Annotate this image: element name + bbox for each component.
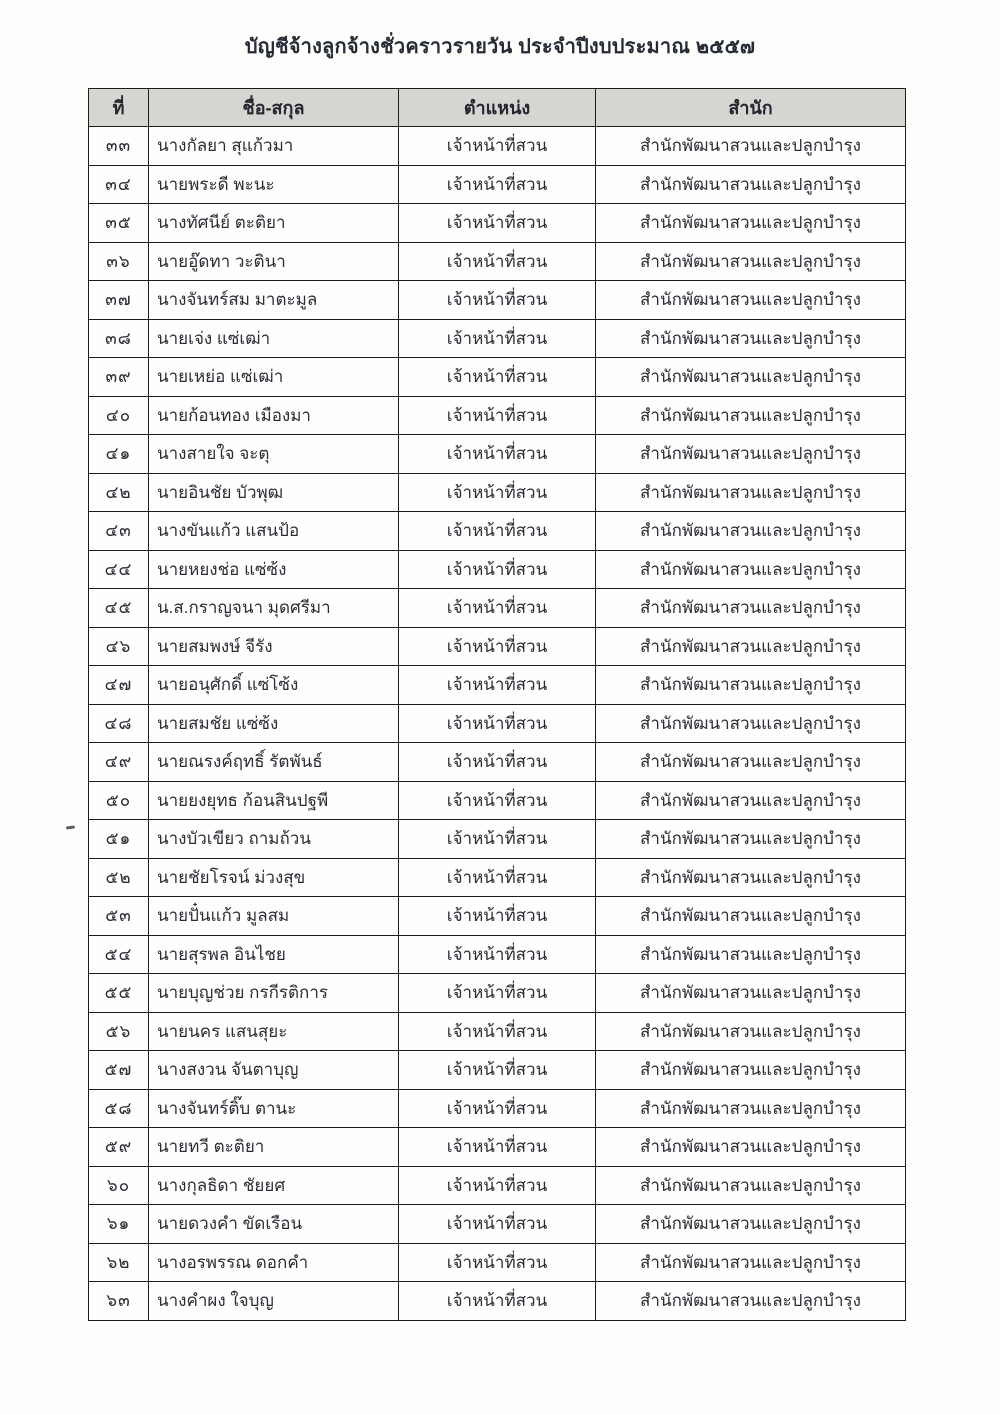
row-number-cell: ๕๑ bbox=[89, 820, 149, 859]
position-cell: เจ้าหน้าที่สวน bbox=[399, 781, 596, 820]
employee-name-cell: นายสุรพล อินไชย bbox=[149, 935, 399, 974]
position-cell: เจ้าหน้าที่สวน bbox=[399, 127, 596, 166]
row-number-cell: ๕๙ bbox=[89, 1128, 149, 1167]
position-cell: เจ้าหน้าที่สวน bbox=[399, 1282, 596, 1321]
position-cell: เจ้าหน้าที่สวน bbox=[399, 704, 596, 743]
office-cell: สำนักพัฒนาสวนและปลูกบำรุง bbox=[596, 127, 906, 166]
table-row bbox=[89, 127, 906, 166]
row-number-cell: ๕๒ bbox=[89, 858, 149, 897]
row-number-cell: ๔๕ bbox=[89, 589, 149, 628]
employee-name-cell: นางจันทร์สม มาตะมูล bbox=[149, 281, 399, 320]
position-cell: เจ้าหน้าที่สวน bbox=[399, 897, 596, 936]
position-cell: เจ้าหน้าที่สวน bbox=[399, 935, 596, 974]
row-number-cell: ๕๗ bbox=[89, 1051, 149, 1090]
position-cell: เจ้าหน้าที่สวน bbox=[399, 550, 596, 589]
table-row bbox=[89, 1205, 906, 1244]
office-cell: สำนักพัฒนาสวนและปลูกบำรุง bbox=[596, 704, 906, 743]
office-cell: สำนักพัฒนาสวนและปลูกบำรุง bbox=[596, 281, 906, 320]
office-cell: สำนักพัฒนาสวนและปลูกบำรุง bbox=[596, 858, 906, 897]
table-row bbox=[89, 319, 906, 358]
employee-name-cell: นางคำผง ใจบุญ bbox=[149, 1282, 399, 1321]
table-row bbox=[89, 666, 906, 705]
row-number-cell: ๓๙ bbox=[89, 358, 149, 397]
office-cell: สำนักพัฒนาสวนและปลูกบำรุง bbox=[596, 435, 906, 474]
office-cell: สำนักพัฒนาสวนและปลูกบำรุง bbox=[596, 550, 906, 589]
office-cell: สำนักพัฒนาสวนและปลูกบำรุง bbox=[596, 242, 906, 281]
table-row bbox=[89, 281, 906, 320]
office-cell: สำนักพัฒนาสวนและปลูกบำรุง bbox=[596, 1243, 906, 1282]
table-row bbox=[89, 242, 906, 281]
office-cell: สำนักพัฒนาสวนและปลูกบำรุง bbox=[596, 1166, 906, 1205]
office-cell: สำนักพัฒนาสวนและปลูกบำรุง bbox=[596, 473, 906, 512]
row-number-cell: ๓๕ bbox=[89, 204, 149, 243]
position-cell: เจ้าหน้าที่สวน bbox=[399, 1243, 596, 1282]
office-cell: สำนักพัฒนาสวนและปลูกบำรุง bbox=[596, 1128, 906, 1167]
employee-name-cell: นายหยงช่อ แซ่ซ้ง bbox=[149, 550, 399, 589]
row-number-cell: ๔๔ bbox=[89, 550, 149, 589]
row-number-cell: ๕๔ bbox=[89, 935, 149, 974]
office-cell: สำนักพัฒนาสวนและปลูกบำรุง bbox=[596, 165, 906, 204]
position-cell: เจ้าหน้าที่สวน bbox=[399, 242, 596, 281]
row-number-cell: ๓๔ bbox=[89, 165, 149, 204]
position-cell: เจ้าหน้าที่สวน bbox=[399, 165, 596, 204]
employee-name-cell: นายปั๋นแก้ว มูลสม bbox=[149, 897, 399, 936]
position-cell: เจ้าหน้าที่สวน bbox=[399, 1051, 596, 1090]
table-body bbox=[89, 127, 906, 1321]
position-cell: เจ้าหน้าที่สวน bbox=[399, 1166, 596, 1205]
employee-name-cell: นายสมพงษ์ จีรัง bbox=[149, 627, 399, 666]
office-cell: สำนักพัฒนาสวนและปลูกบำรุง bbox=[596, 204, 906, 243]
row-number-cell: ๔๓ bbox=[89, 512, 149, 551]
position-cell: เจ้าหน้าที่สวน bbox=[399, 1205, 596, 1244]
row-number-cell: ๓๖ bbox=[89, 242, 149, 281]
table-row bbox=[89, 1089, 906, 1128]
office-cell: สำนักพัฒนาสวนและปลูกบำรุง bbox=[596, 897, 906, 936]
table-row bbox=[89, 396, 906, 435]
row-number-cell: ๖๐ bbox=[89, 1166, 149, 1205]
position-cell: เจ้าหน้าที่สวน bbox=[399, 396, 596, 435]
row-number-cell: ๓๓ bbox=[89, 127, 149, 166]
table-header-row bbox=[89, 89, 906, 127]
row-number-cell: ๕๘ bbox=[89, 1089, 149, 1128]
employee-name-cell: นายบุญช่วย กรกีรติการ bbox=[149, 974, 399, 1013]
office-cell: สำนักพัฒนาสวนและปลูกบำรุง bbox=[596, 935, 906, 974]
employee-name-cell: นายอู๊ดทา วะตินา bbox=[149, 242, 399, 281]
office-cell: สำนักพัฒนาสวนและปลูกบำรุง bbox=[596, 319, 906, 358]
position-cell: เจ้าหน้าที่สวน bbox=[399, 281, 596, 320]
row-number-cell: ๔๐ bbox=[89, 396, 149, 435]
position-cell: เจ้าหน้าที่สวน bbox=[399, 512, 596, 551]
employee-name-cell: นางกัลยา สุแก้วมา bbox=[149, 127, 399, 166]
row-number-cell: ๖๑ bbox=[89, 1205, 149, 1244]
position-cell: เจ้าหน้าที่สวน bbox=[399, 858, 596, 897]
row-number-cell: ๓๘ bbox=[89, 319, 149, 358]
row-number-cell: ๕๕ bbox=[89, 974, 149, 1013]
table-row bbox=[89, 1128, 906, 1167]
position-cell: เจ้าหน้าที่สวน bbox=[399, 1012, 596, 1051]
office-cell: สำนักพัฒนาสวนและปลูกบำรุง bbox=[596, 666, 906, 705]
employee-table bbox=[88, 88, 906, 1321]
position-cell: เจ้าหน้าที่สวน bbox=[399, 627, 596, 666]
office-cell: สำนักพัฒนาสวนและปลูกบำรุง bbox=[596, 627, 906, 666]
table-row bbox=[89, 897, 906, 936]
position-cell: เจ้าหน้าที่สวน bbox=[399, 820, 596, 859]
employee-name-cell: นางขันแก้ว แสนป้อ bbox=[149, 512, 399, 551]
row-number-cell: ๔๗ bbox=[89, 666, 149, 705]
table-header bbox=[89, 89, 906, 127]
table-row bbox=[89, 358, 906, 397]
row-number-cell: ๔๑ bbox=[89, 435, 149, 474]
row-number-cell: ๔๘ bbox=[89, 704, 149, 743]
table-row bbox=[89, 165, 906, 204]
header-name: ชื่อ-สกุล bbox=[149, 89, 399, 127]
position-cell: เจ้าหน้าที่สวน bbox=[399, 204, 596, 243]
row-number-cell: ๔๒ bbox=[89, 473, 149, 512]
scan-artifact-mark bbox=[66, 825, 75, 829]
office-cell: สำนักพัฒนาสวนและปลูกบำรุง bbox=[596, 820, 906, 859]
employee-name-cell: นายพระดี พะนะ bbox=[149, 165, 399, 204]
row-number-cell: ๖๓ bbox=[89, 1282, 149, 1321]
table-row bbox=[89, 781, 906, 820]
employee-name-cell: นายทวี ตะติยา bbox=[149, 1128, 399, 1167]
table-row bbox=[89, 435, 906, 474]
row-number-cell: ๕๐ bbox=[89, 781, 149, 820]
table-row bbox=[89, 1282, 906, 1321]
employee-name-cell: นางจันทร์ติ๊บ ตานะ bbox=[149, 1089, 399, 1128]
position-cell: เจ้าหน้าที่สวน bbox=[399, 435, 596, 474]
row-number-cell: ๓๗ bbox=[89, 281, 149, 320]
table-row bbox=[89, 820, 906, 859]
table-row bbox=[89, 550, 906, 589]
position-cell: เจ้าหน้าที่สวน bbox=[399, 743, 596, 782]
employee-name-cell: นายอินชัย บัวพุฒ bbox=[149, 473, 399, 512]
office-cell: สำนักพัฒนาสวนและปลูกบำรุง bbox=[596, 512, 906, 551]
row-number-cell: ๖๒ bbox=[89, 1243, 149, 1282]
office-cell: สำนักพัฒนาสวนและปลูกบำรุง bbox=[596, 589, 906, 628]
office-cell: สำนักพัฒนาสวนและปลูกบำรุง bbox=[596, 974, 906, 1013]
employee-name-cell: นางอรพรรณ ดอกคำ bbox=[149, 1243, 399, 1282]
employee-name-cell: น.ส.กราญจนา มุดศรีมา bbox=[149, 589, 399, 628]
office-cell: สำนักพัฒนาสวนและปลูกบำรุง bbox=[596, 781, 906, 820]
table-row bbox=[89, 1166, 906, 1205]
employee-name-cell: นายเหย่อ แซ่เฒ่า bbox=[149, 358, 399, 397]
office-cell: สำนักพัฒนาสวนและปลูกบำรุง bbox=[596, 1282, 906, 1321]
position-cell: เจ้าหน้าที่สวน bbox=[399, 1128, 596, 1167]
table-row bbox=[89, 1243, 906, 1282]
office-cell: สำนักพัฒนาสวนและปลูกบำรุง bbox=[596, 743, 906, 782]
position-cell: เจ้าหน้าที่สวน bbox=[399, 974, 596, 1013]
employee-name-cell: นางสายใจ จะตุ bbox=[149, 435, 399, 474]
office-cell: สำนักพัฒนาสวนและปลูกบำรุง bbox=[596, 396, 906, 435]
position-cell: เจ้าหน้าที่สวน bbox=[399, 589, 596, 628]
employee-name-cell: นายดวงคำ ขัดเรือน bbox=[149, 1205, 399, 1244]
row-number-cell: ๔๖ bbox=[89, 627, 149, 666]
employee-name-cell: นายชัยโรจน์ ม่วงสุข bbox=[149, 858, 399, 897]
table-row bbox=[89, 627, 906, 666]
employee-name-cell: นายยงยุทธ ก้อนสินปฐพี bbox=[149, 781, 399, 820]
table-row bbox=[89, 704, 906, 743]
office-cell: สำนักพัฒนาสวนและปลูกบำรุง bbox=[596, 1205, 906, 1244]
office-cell: สำนักพัฒนาสวนและปลูกบำรุง bbox=[596, 1012, 906, 1051]
employee-name-cell: นางทัศนีย์ ตะติยา bbox=[149, 204, 399, 243]
header-office: สำนัก bbox=[596, 89, 906, 127]
employee-name-cell: นายก้อนทอง เมืองมา bbox=[149, 396, 399, 435]
row-number-cell: ๔๙ bbox=[89, 743, 149, 782]
office-cell: สำนักพัฒนาสวนและปลูกบำรุง bbox=[596, 1051, 906, 1090]
row-number-cell: ๕๓ bbox=[89, 897, 149, 936]
employee-name-cell: นายณรงค์ฤทธิ์ รัตพันธ์ bbox=[149, 743, 399, 782]
table-row bbox=[89, 858, 906, 897]
table-row bbox=[89, 473, 906, 512]
employee-name-cell: นางสงวน จันตาบุญ bbox=[149, 1051, 399, 1090]
position-cell: เจ้าหน้าที่สวน bbox=[399, 1089, 596, 1128]
employee-name-cell: นายสมชัย แซ่ซ้ง bbox=[149, 704, 399, 743]
table-row bbox=[89, 743, 906, 782]
employee-name-cell: นางกุลธิดา ชัยยศ bbox=[149, 1166, 399, 1205]
table-row bbox=[89, 974, 906, 1013]
row-number-cell: ๕๖ bbox=[89, 1012, 149, 1051]
employee-name-cell: นายอนุศักดิ์ แซ่โซ้ง bbox=[149, 666, 399, 705]
header-no: ที่ bbox=[89, 89, 149, 127]
table-row bbox=[89, 1051, 906, 1090]
table-row bbox=[89, 589, 906, 628]
page-title: บัญชีจ้างลูกจ้างชั่วคราวรายวัน ประจำปีงบประมาณ ๒๕๕๗ bbox=[244, 36, 756, 58]
table-row bbox=[89, 935, 906, 974]
header-position: ตำแหน่ง bbox=[399, 89, 596, 127]
table-row bbox=[89, 512, 906, 551]
table-row bbox=[89, 204, 906, 243]
office-cell: สำนักพัฒนาสวนและปลูกบำรุง bbox=[596, 358, 906, 397]
table-row bbox=[89, 1012, 906, 1051]
employee-name-cell: นายนคร แสนสุยะ bbox=[149, 1012, 399, 1051]
office-cell: สำนักพัฒนาสวนและปลูกบำรุง bbox=[596, 1089, 906, 1128]
employee-name-cell: นางบัวเขียว ถามถ้วน bbox=[149, 820, 399, 859]
position-cell: เจ้าหน้าที่สวน bbox=[399, 319, 596, 358]
position-cell: เจ้าหน้าที่สวน bbox=[399, 666, 596, 705]
position-cell: เจ้าหน้าที่สวน bbox=[399, 473, 596, 512]
position-cell: เจ้าหน้าที่สวน bbox=[399, 358, 596, 397]
employee-name-cell: นายเจ่ง แซ่เฒ่า bbox=[149, 319, 399, 358]
